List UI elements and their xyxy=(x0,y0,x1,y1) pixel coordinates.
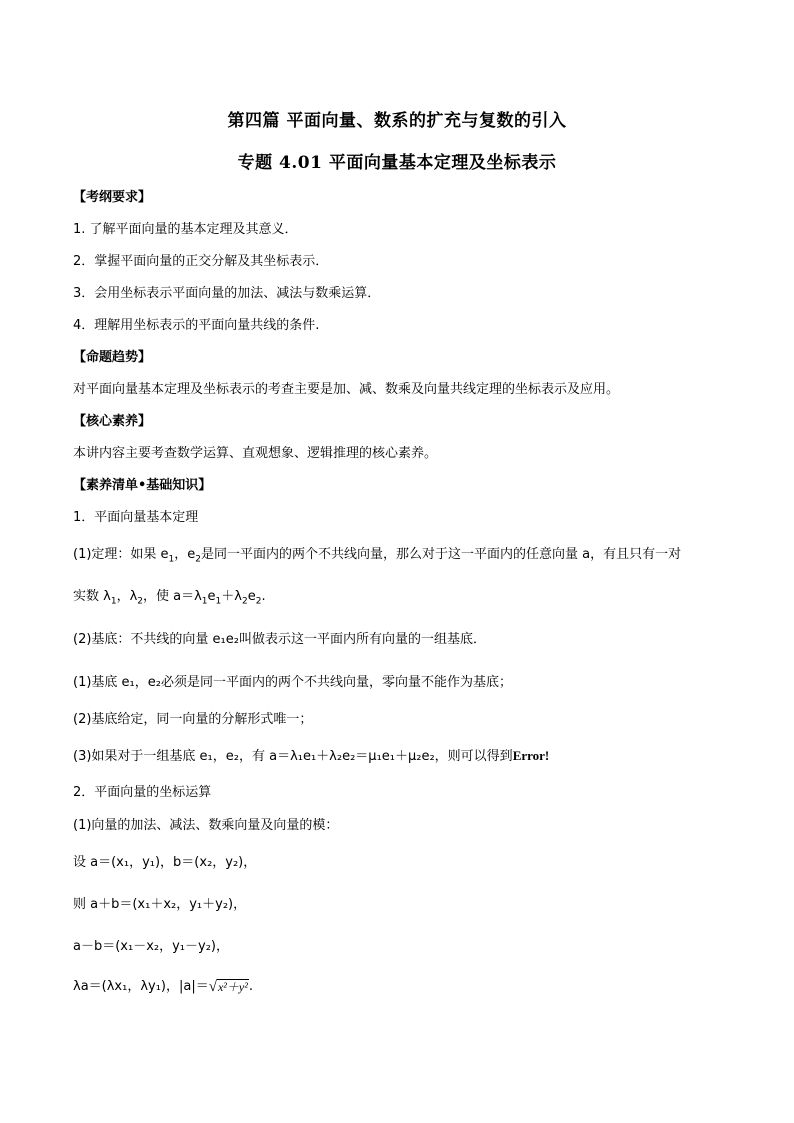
document-subtitle: 专题 4.01 平面向量基本定理及坐标表示 xyxy=(237,153,557,173)
formula-scalar-modulus: λa＝(λx₁，λy₁)，|a|＝√x²＋y². xyxy=(73,978,253,995)
square-root-expression: √x²＋y² xyxy=(208,978,248,995)
note-1: (1)基底 e₁，e₂必须是同一平面内的两个不共线向量，零向量不能作为基底； xyxy=(73,675,512,690)
core-text: 本讲内容主要考查数学运算、直观想象、逻辑推理的核心素养。 xyxy=(73,446,438,461)
theorem-line-1: (1)定理：如果 $e_1$，$e_2$是同一平面内的两个不共线向量，那么对于这一平面内的任意向量 a，有且只有一对 xyxy=(73,547,682,565)
section-core-heading: 【核心素养】 xyxy=(73,414,152,429)
note-2: (2)基底给定，同一向量的分解形式唯一； xyxy=(73,712,313,727)
requirement-item-1: 1. 了解平面向量的基本定理及其意义． xyxy=(73,222,298,237)
error-field: Error! xyxy=(512,748,550,763)
section-requirements-heading: 【考纲要求】 xyxy=(73,190,152,205)
item-2-heading: 2．平面向量的坐标运算 xyxy=(73,785,212,800)
note-3: (3)如果对于一组基底 e₁，e₂，有 a＝λ₁e₁＋λ₂e₂＝μ₁e₁＋μ₂e₂，则可以得到Error! xyxy=(73,748,550,764)
theorem-line-2: 实数 $\lambda_1$，$\lambda_2$，使 $a=\lambda_1e_1+\lambda_2e_2$. xyxy=(73,589,266,607)
section-trend-heading: 【命题趋势】 xyxy=(73,350,152,365)
requirement-item-4: 4．理解用坐标表示的平面向量共线的条件. xyxy=(73,318,320,333)
requirement-item-2: 2．掌握平面向量的正交分解及其坐标表示． xyxy=(73,254,329,269)
section-basics-heading: 【素养清单•基础知识】 xyxy=(73,478,212,493)
operations-heading: (1)向量的加法、减法、数乘向量及向量的模： xyxy=(73,818,339,833)
item-1-heading: 1．平面向量基本定理 xyxy=(73,510,199,525)
formula-subtract: a－b＝(x₁－x₂，y₁－y₂)， xyxy=(73,939,229,954)
formula-add: 则 a＋b＝(x₁＋x₂，y₁＋y₂)， xyxy=(73,897,247,912)
requirement-item-3: 3．会用坐标表示平面向量的加法、减法与数乘运算． xyxy=(73,286,381,301)
basis-definition: (2)基底：不共线的向量 e₁e₂叫做表示这一平面内所有向量的一组基底． xyxy=(73,632,486,647)
formula-define: 设 a＝(x₁，y₁)，b＝(x₂，y₂)， xyxy=(73,855,257,870)
document-title: 第四篇 平面向量、数系的扩充与复数的引入 xyxy=(227,111,567,131)
trend-text: 对平面向量基本定理及坐标表示的考查主要是加、减、数乘及向量共线定理的坐标表示及应用。 xyxy=(73,382,620,397)
